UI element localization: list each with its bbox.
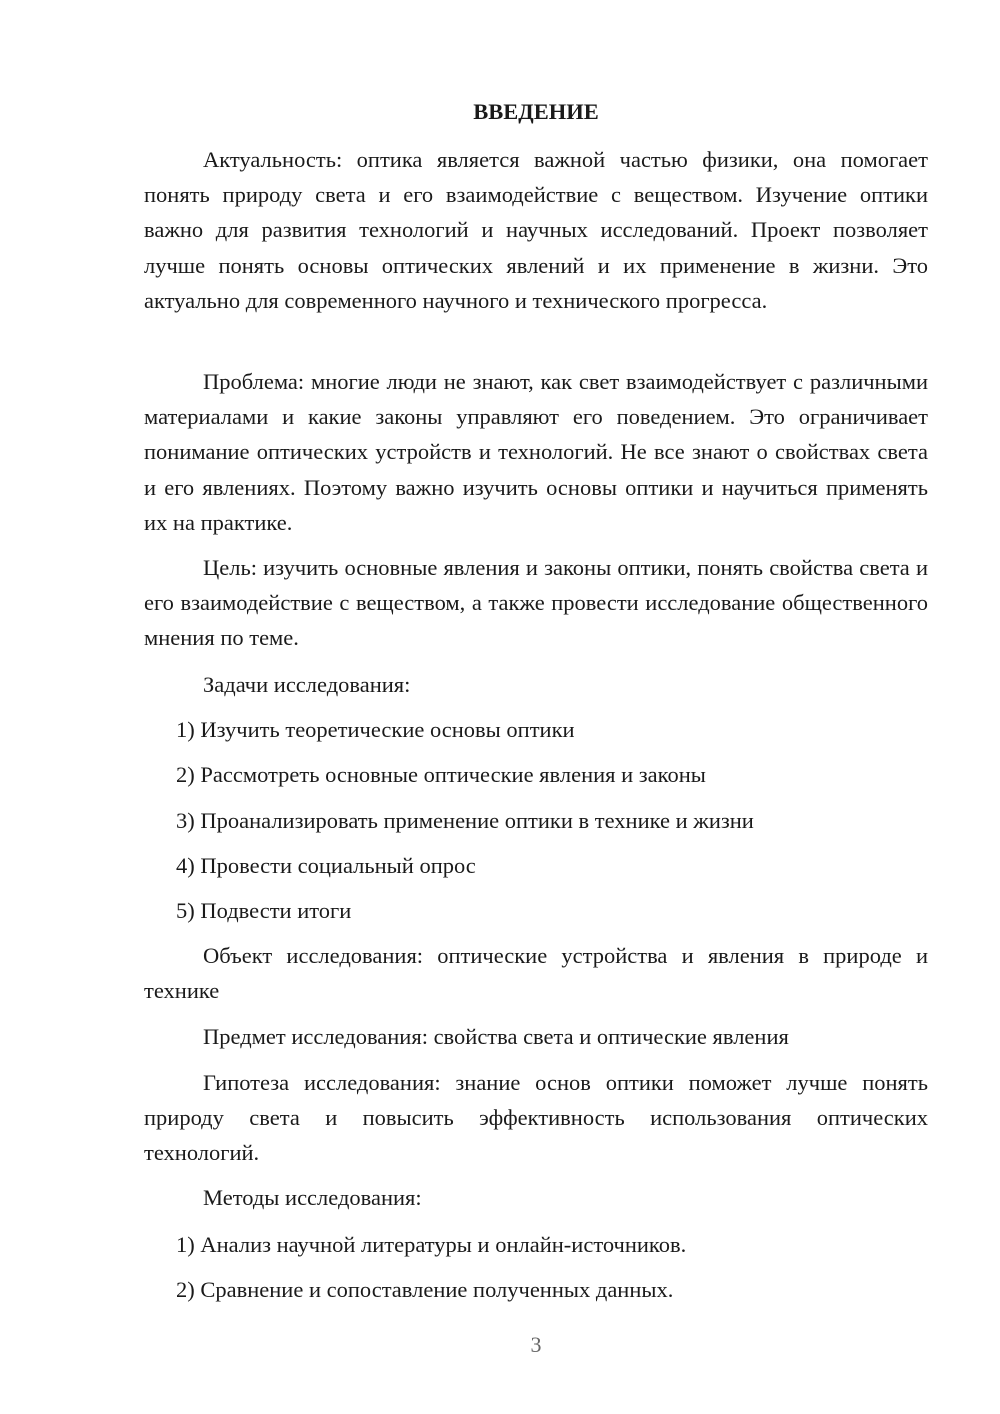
object-paragraph: Объект исследования: оптические устройства и явления в природе и технике (144, 943, 928, 1004)
page-number: 3 (530, 1332, 542, 1357)
task-item-5: 5) Подвести итоги (176, 898, 352, 923)
tasks-heading: Задачи исследования: (203, 672, 411, 697)
method-item-2: 2) Сравнение и сопоставление полученных данных. (176, 1277, 674, 1302)
page-title: ВВЕДЕНИЕ (473, 99, 599, 124)
problem-paragraph: Проблема: многие люди не знают, как свет взаимодействует с различными материалами и какие законы управляют его поведением. Это ограничивает понимание оптических устройств и технологий. Не все знают о свойствах света и его явлениях. Поэтому важно изучить основы оптики и научиться применять их на практике. (144, 369, 928, 535)
task-item-1: 1) Изучить теоретические основы оптики (176, 717, 575, 742)
task-item-4: 4) Провести социальный опрос (176, 853, 476, 878)
subject-paragraph: Предмет исследования: свойства света и оптические явления (203, 1024, 789, 1049)
task-item-3: 3) Проанализировать применение оптики в технике и жизни (176, 808, 754, 833)
methods-heading: Методы исследования: (203, 1185, 422, 1210)
task-item-2: 2) Рассмотреть основные оптические явления и законы (176, 762, 706, 787)
hypothesis-paragraph: Гипотеза исследования: знание основ оптики поможет лучше понять природу света и повысить эффективность использования оптических технологий. (144, 1070, 928, 1166)
relevance-paragraph: Актуальность: оптика является важной частью физики, она помогает понять природу света и его взаимодействие с веществом. Изучение оптики важно для развития технологий и научных исследований. Проект позволяет лучше понять основы оптических явлений и их применение в жизни. Это актуально для современного научного и технического прогресса. (144, 147, 928, 313)
method-item-1: 1) Анализ научной литературы и онлайн-источников. (176, 1232, 687, 1257)
goal-paragraph: Цель: изучить основные явления и законы оптики, понять свойства света и его взаимодействие с веществом, а также провести исследование общественного мнения по теме. (144, 555, 928, 651)
